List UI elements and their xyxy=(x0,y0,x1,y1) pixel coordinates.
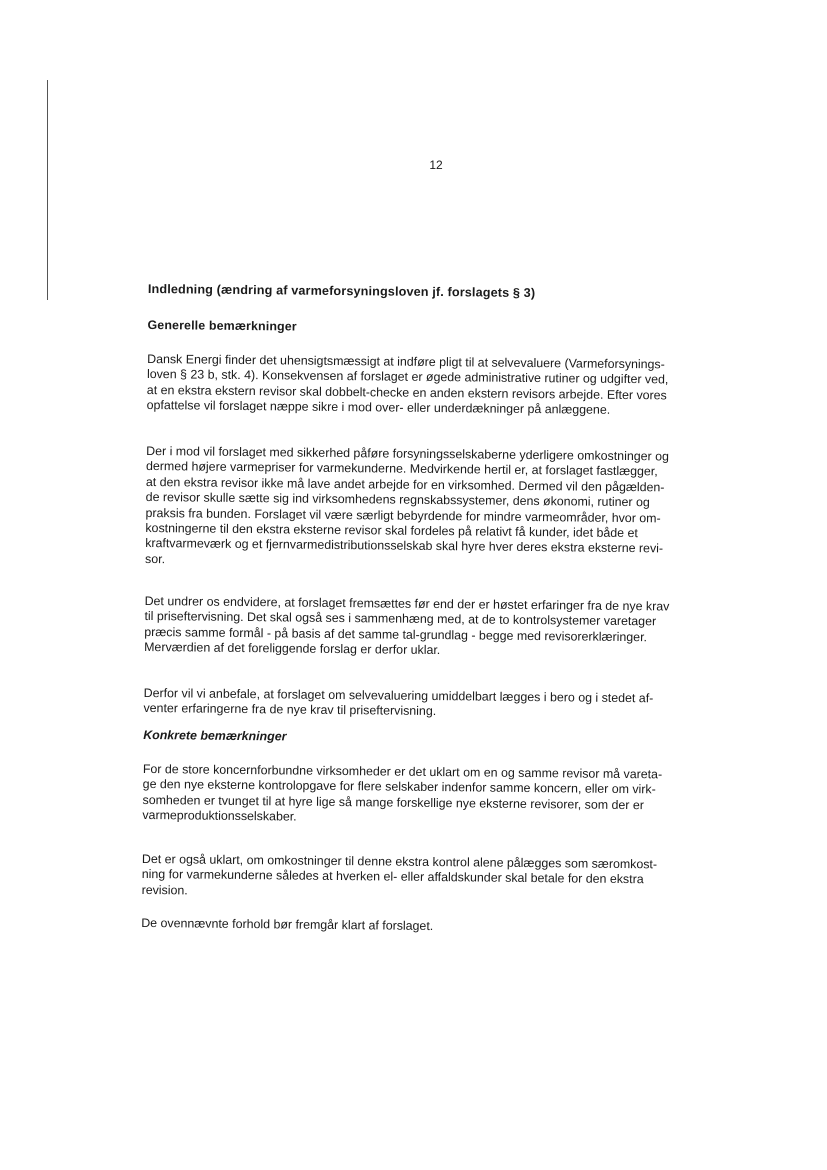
paragraph-general-3 xyxy=(144,594,669,661)
text-line: opfattelse vil forslaget næppe sikre i mod over- eller underdækninger på anlæggene. xyxy=(146,398,611,418)
text-line: venter erfaringerne fra de nye krav til priseftervisning. xyxy=(143,701,437,719)
paragraph-general-2 xyxy=(145,444,669,573)
text-line: varmeproduktionsselskaber. xyxy=(142,808,297,824)
subheading-general: Generelle bemærkninger xyxy=(147,317,297,334)
text-line: at en ekstra ekstern revisor skal dobbelt-checke en anden ekstern revisors arbejde. Efter vores xyxy=(146,382,667,403)
margin-rule xyxy=(47,80,48,300)
text-line: kraftvarmeværk og et fjernvarmedistributionsselskab skal hyre hver deres ekstra eksterne revi- xyxy=(145,536,664,556)
paragraph-specific-1 xyxy=(142,762,662,829)
text-line: Der i mod vil forslaget med sikkerhed påføre forsyningsselskaberne yderligere omkostninger og xyxy=(146,443,669,464)
paragraph-general-1 xyxy=(147,352,669,419)
paragraph-specific-3 xyxy=(141,916,433,934)
text-line: sor. xyxy=(145,551,166,567)
text-line: For de store koncernforbundne virksomheder er det uklart om en og samme revisor må vareta- xyxy=(142,761,663,782)
text-line: kostningerne til den ekstra eksterne revisor skal fordeles på relativt få kunder, idet både et xyxy=(145,521,638,541)
page-number: 12 xyxy=(429,158,443,172)
paragraph-general-4 xyxy=(143,686,653,722)
text-line: somheden er tvunget til at hyre lige så mange forskellige nye eksterne revisorer, som der er xyxy=(142,792,644,813)
text-line: de revisor skulle sætte sig ind virksomhedens regnskabssystemer, dens økonomi, rutiner og xyxy=(145,490,650,510)
text-line: ning for varmekunderne således at hverken el- eller affaldskunder skal betale for den ekstra xyxy=(141,867,644,887)
text-line: loven § 23 b, stk. 4). Konsekvensen af forslaget er øgede administrative rutiner og udgifter ved, xyxy=(146,367,669,387)
text-line: til priseftervisning. Det skal også ses i sammenhæng med, at de to kontrolsystemer varetager xyxy=(144,609,657,629)
section-heading: Indledning (ændring af varmeforsyningsloven jf. forslagets § 3) xyxy=(147,281,536,301)
text-line: Det undrer os endvidere, at forslaget fremsættes før end der er høstet erfaringer fra de nye krav xyxy=(144,593,670,614)
text-line: revision. xyxy=(141,882,188,898)
text-line: ge den nye eksterne kontrolopgave for flere selskaber indenfor samme koncern, eller om virk- xyxy=(142,777,656,797)
text-line: Merværdien af det foreliggende forslag er derfor uklar. xyxy=(144,640,441,658)
text-line: Det er også uklart, om omkostninger til denne ekstra kontrol alene pålægges som særomkost- xyxy=(141,851,658,872)
paragraph-specific-2 xyxy=(142,852,658,904)
text-line: dermed højere varmepriser for varmekunderne. Medvirkende hertil er, at forslaget fastlægger, xyxy=(145,459,658,479)
text-line: at den ekstra revisor ikke må lave andet arbejde for en virksomhed. Dermed vil den pågælden- xyxy=(145,474,665,495)
text-line: præcis samme formål - på basis af det samme tal-grundlag - begge med revisorerklæringer. xyxy=(144,624,648,645)
text-line: Dansk Energi finder det uhensigtsmæssigt at indføre pligt til at selvevaluere (Varmeforsynings- xyxy=(147,351,665,372)
text-line: praksis fra bunden. Forslaget vil være særligt bebyrdende for mindre varmeområder, hvor om- xyxy=(145,505,661,526)
subheading-specific: Konkrete bemærkninger xyxy=(143,727,287,744)
text-line: Derfor vil vi anbefale, at forslaget om selvevaluering umiddelbart lægges i bero og i stedet af- xyxy=(143,685,654,706)
text-line: De ovennævnte forhold bør fremgår klart af forslaget. xyxy=(141,915,434,934)
